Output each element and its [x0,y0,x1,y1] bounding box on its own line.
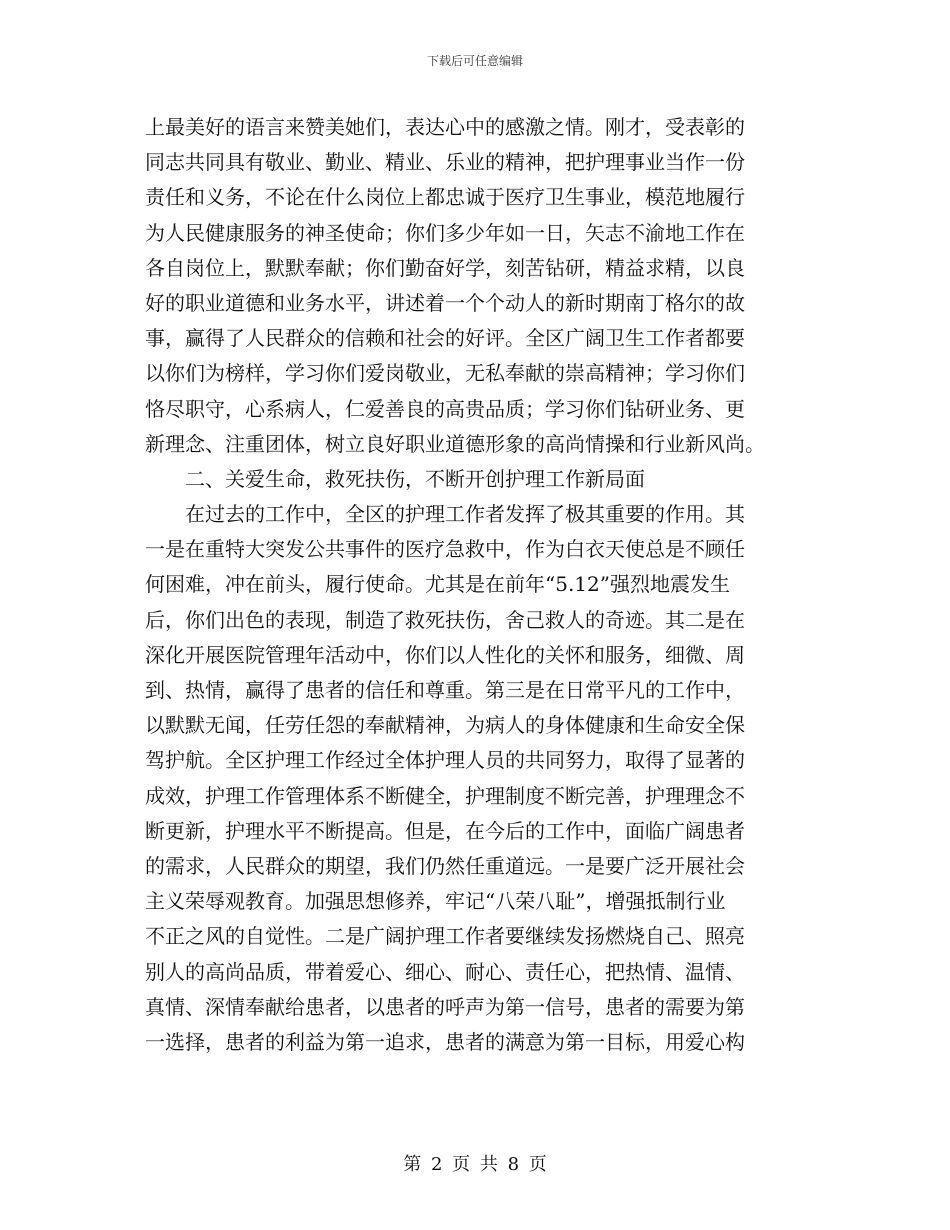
text-line: 恪尽职守，心系病人，仁爱善良的高贵品质；学习你们钻研业务、更 [145,396,745,421]
text-line: 一选择，患者的利益为第一追求，患者的满意为第一目标，用爱心构 [145,1029,745,1054]
text-line: 成效，护理工作管理体系不断健全，护理制度不断完善，护理理念不 [145,783,745,808]
text-line: 主义荣辱观教育。加强思想修养，牢记“八荣八耻”，增强抵制行业 [145,889,726,914]
paragraph-first-line: 在过去的工作中，全区的护理工作者发挥了极其重要的作用。其 [185,502,745,527]
text-line: 以默默无闻，任劳任怨的奉献精神，为病人的身体健康和生命安全保 [145,713,745,738]
text-line: 责任和义务，不论在什么岗位上都忠诚于医疗卫生事业，模范地履行 [145,185,745,210]
text-line: 同志共同具有敬业、勤业、精业、乐业的精神，把护理事业当作一份 [145,150,745,175]
text-line: 各自岗位上，默默奉献；你们勤奋好学，刻苦钻研，精益求精，以良 [145,255,745,280]
text-line: 深化开展医院管理年活动中，你们以人性化的关怀和服务，细微、周 [145,642,745,667]
text-line: 上最美好的语言来赞美她们，表达心中的感激之情。刚才，受表彰的 [145,115,745,139]
text-line: 不正之风的自觉性。二是广阔护理工作者要继续发扬燃烧自己、照亮 [145,924,745,949]
text-line: 别人的高尚品质，带着爱心、细心、耐心、责任心，把热情、温情、 [145,959,745,984]
text-line: 新理念、注重团体，树立良好职业道德形象的高尚情操和行业新风尚。 [145,431,765,456]
text-line: 好的职业道德和业务水平，讲述着一个个动人的新时期南丁格尔的故 [145,290,745,315]
text-line: 断更新，护理水平不断提高。但是，在今后的工作中，面临广阔患者 [145,818,745,843]
text-line: 到、热情，赢得了患者的信任和尊重。第三是在日常平凡的工作中， [145,678,745,702]
text-line: 后，你们出色的表现，制造了救死扶伤，舍己救人的奇迹。其二是在 [145,607,745,632]
text-line: 以你们为榜样，学习你们爱岗敬业，无私奉献的崇高精神；学习你们 [145,361,745,386]
text-line: 何困难，冲在前头，履行使命。尤其是在前年“5.12”强烈地震发生 [145,572,730,597]
page-header: 下载后可任意编辑 [426,54,523,68]
section-heading: 二、关爱生命，救死扶伤，不断开创护理工作新局面 [185,466,645,491]
text-line: 一是在重特大突发公共事件的医疗急救中，作为白衣天使总是不顾任 [145,537,745,562]
document-body [145,110,805,1060]
text-line: 驾护航。全区护理工作经过全体护理人员的共同努力，取得了显著的 [145,748,745,773]
text-line: 的需求，人民群众的期望，我们仍然任重道远。一是要广泛开展社会 [145,853,745,878]
text-line: 事，赢得了人民群众的信赖和社会的好评。全区广阔卫生工作者都要 [145,326,745,351]
page-number-footer: 第 2 页 共 8 页 [403,1154,547,1175]
text-line: 真情、深情奉献给患者，以患者的呼声为第一信号，患者的需要为第 [145,994,745,1019]
text-line: 为人民健康服务的神圣使命；你们多少年如一日，矢志不渝地工作在 [145,220,745,245]
